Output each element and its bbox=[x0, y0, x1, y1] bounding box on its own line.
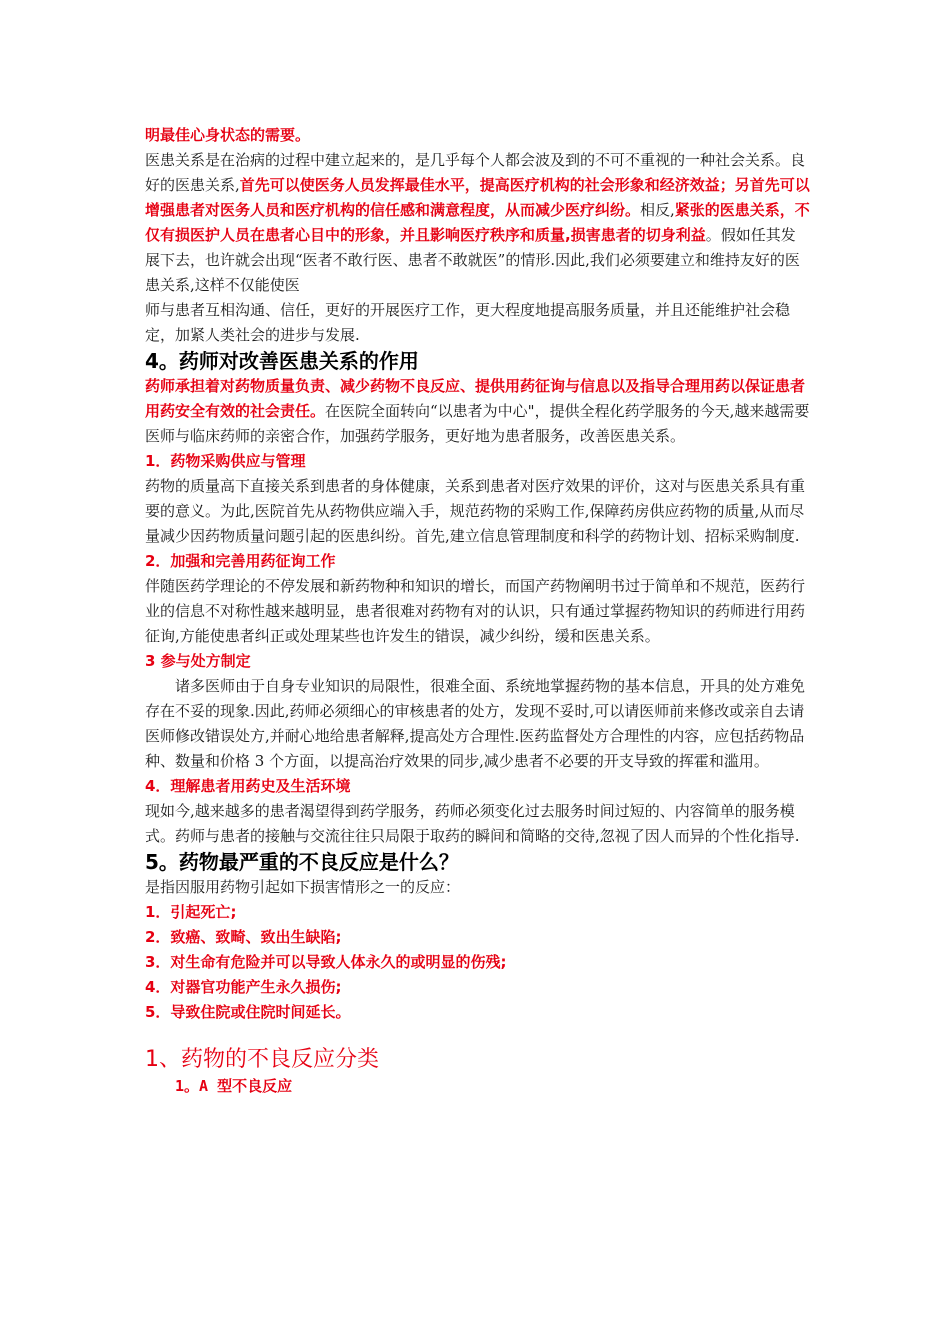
subheading-2: 2．加强和完善用药征询工作 bbox=[145, 552, 336, 570]
list-item: 5．导致住院或住院时间延长。 bbox=[145, 1003, 351, 1021]
list-item: 3．对生命有危险并可以导致人体永久的或明显的伤残; bbox=[145, 953, 507, 971]
paragraph-continuation: 师与患者互相沟通、信任，更好的开展医疗工作，更大程度地提高服务质量，并且还能维护社会稳定，加紧人类社会的进步与发展. bbox=[145, 301, 791, 344]
paragraph-doctor-patient-relationship bbox=[145, 148, 810, 298]
document-body bbox=[145, 123, 810, 1097]
section-heading-4: 4。药师对改善医患关系的作用 bbox=[145, 349, 419, 373]
paragraph-definition: 是指因服用药物引起如下损害情形之一的反应： bbox=[145, 878, 461, 896]
text-run: 相反, bbox=[640, 201, 675, 219]
paragraph-prescription: 诸多医师由于自身专业知识的局限性，很难全面、系统地掌握药物的基本信息，开具的处方难免存在不妥的现象.因此,药师必须细心的审核患者的处方，发现不妥时,可以请医师前来修改或亲自去请医师修改错误处方,并耐心地给患者解释,提高处方合理性.医药监督处方合理性的内容，应包括药物品种、数量和价格 3 个方面，以提高治疗效果的同步,减少患者不必要的开支导致的挥霍和滥用。 bbox=[145, 677, 806, 770]
paragraph-intro-end bbox=[145, 123, 810, 148]
heading-type-a-reaction: 1。A 型不良反应 bbox=[175, 1077, 293, 1095]
red-emphasis: 明最佳心身状态的需要。 bbox=[145, 126, 311, 144]
paragraph-procurement: 药物的质量高下直接关系到患者的身体健康，关系到患者对医疗效果的评价，这对与医患关系具有重要的意义。为此,医院首先从药物供应端入手，规范药物的采购工作,保障药房供应药物的质量,从而尽量减少因药物质量问题引起的医患纠纷。首先,建立信息管理制度和科学的药物计划、招标采购制度. bbox=[145, 477, 806, 545]
paragraph-consultation: 伴随医药学理论的不停发展和新药物种和知识的增长，而国产药物阐明书过于简单和不规范，医药行业的信息不对称性越来越明显，患者很难对药物有对的认识，只有通过掌握药物知识的药师进行用药征询,方能使患者纠正或处理某些也许发生的错误，减少纠纷，缓和医患关系。 bbox=[145, 577, 806, 645]
subheading-3: 3 参与处方制定 bbox=[145, 652, 251, 670]
red-emphasis: 药师承担着对药物质量负责、减少药物不良反应、提供用药征询与信息以及指导合理用药以保证患者用药安全有效的社会责任。 bbox=[145, 377, 806, 420]
text-run: 在医院全面转向“以患者为中心"，提供全程化药学服务的今天,越来越需要医师与临床药师的亲密合作，加强药学服务，更好地为患者服务，改善医患关系。 bbox=[145, 402, 810, 445]
red-emphasis: 首先可以使医务人员发挥最佳水平，提高医疗机构的社会形象和经济效益；另首先可以增强患者对医务人员和医疗机构的信任感和满意程度，从而减少医疗纠纷。 bbox=[145, 176, 810, 219]
subheading-4: 4．理解患者用药史及生活环境 bbox=[145, 777, 351, 795]
subheading-1: 1．药物采购供应与管理 bbox=[145, 452, 306, 470]
text-run: 医患关系是在治病的过程中建立起来的，是几乎每个人都会波及到的不可不重视的一种社会关系。良好的医患关系, bbox=[145, 151, 806, 194]
section-heading-5: 5。药物最严重的不良反应是什么？ bbox=[145, 850, 459, 874]
text-run: 。假如任其发展下去，也许就会出现“医者不敢行医、患者不敢就医”的情形.因此,我们必须要建立和维持友好的医患关系,这样不仅能使医 bbox=[145, 226, 800, 294]
list-item: 1．引起死亡; bbox=[145, 903, 237, 921]
heading-adverse-reaction-classification: 1、药物的不良反应分类 bbox=[145, 1047, 379, 1072]
paragraph-pharmacist-role bbox=[145, 374, 810, 449]
list-item: 4．对器官功能产生永久损伤; bbox=[145, 978, 342, 996]
list-item: 2．致癌、致畸、致出生缺陷; bbox=[145, 928, 342, 946]
red-emphasis: 紧张的医患关系，不仅有损医护人员在患者心目中的形象，并且影响医疗秩序和质量,损害患者的切身利益 bbox=[145, 201, 810, 244]
paragraph-medication-history: 现如今,越来越多的患者渴望得到药学服务，药师必须变化过去服务时间过短的、内容简单的服务模式。药师与患者的接触与交流往往只局限于取药的瞬间和简略的交待,忽视了因人而异的个性化指导. bbox=[145, 802, 800, 845]
